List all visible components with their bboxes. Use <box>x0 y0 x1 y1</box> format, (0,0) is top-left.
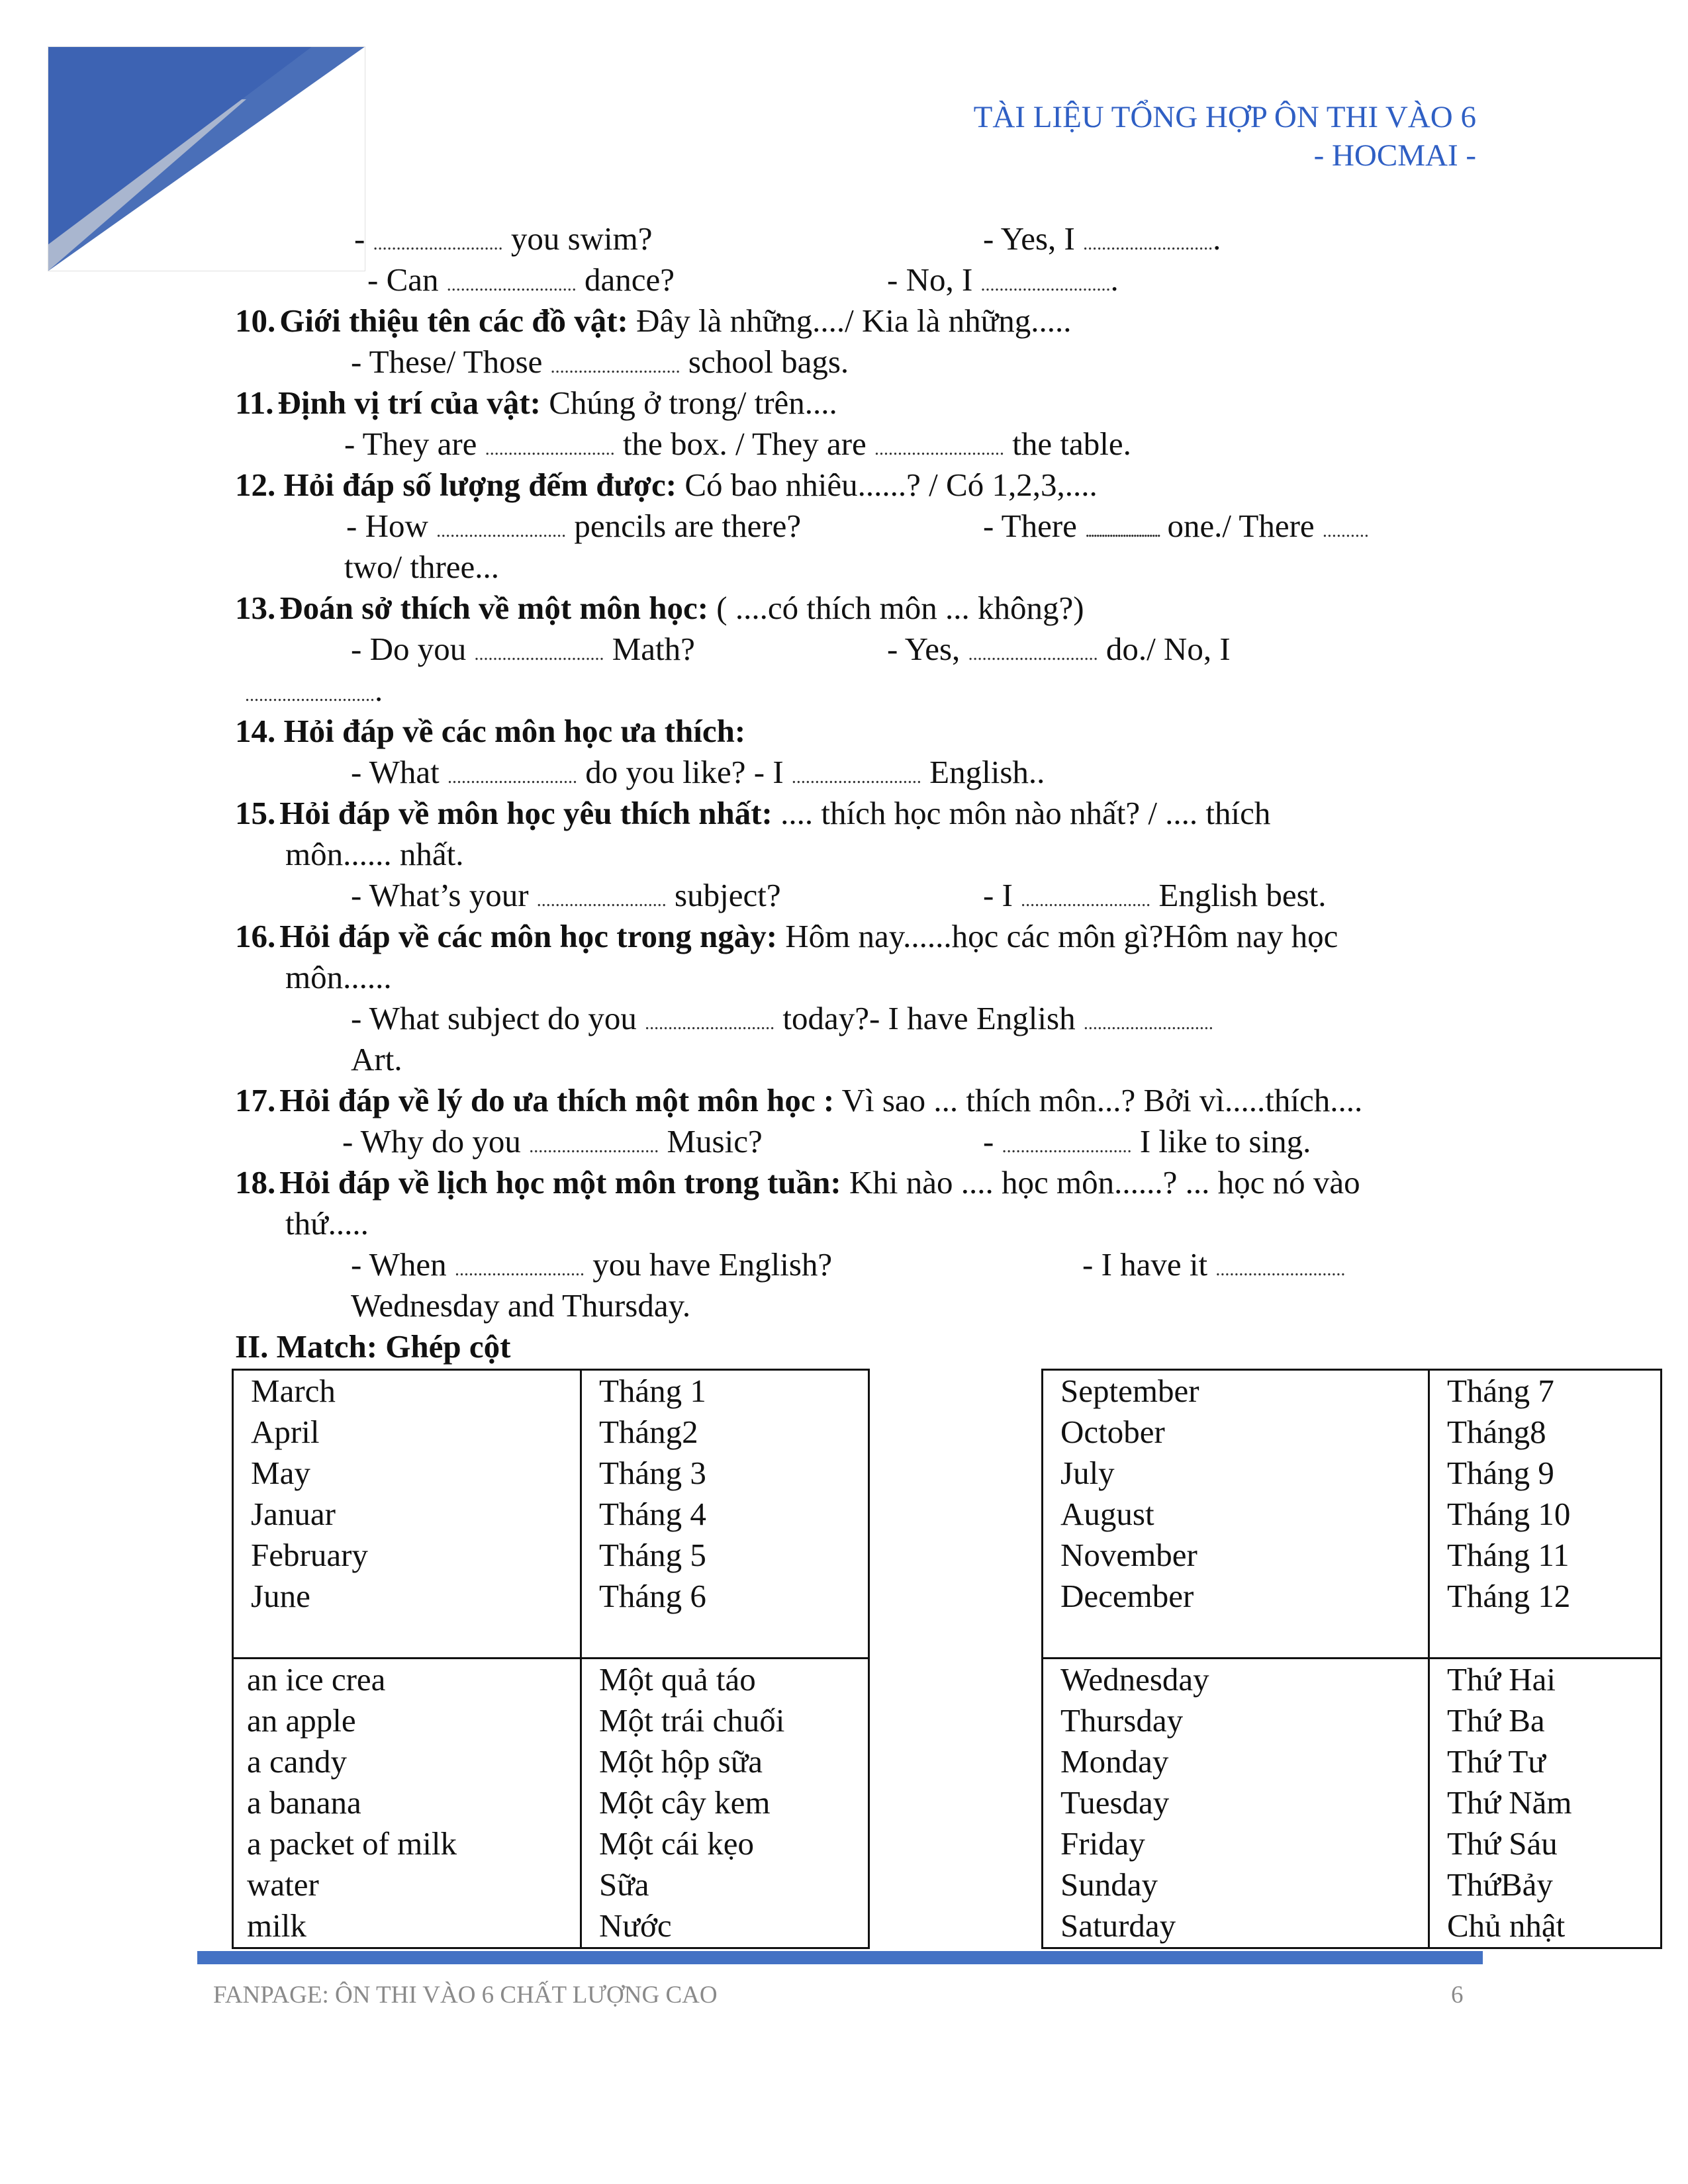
cell-months-en-left: March April May Januar February June <box>233 1370 581 1659</box>
section-18-line-2: Wednesday and Thursday. <box>351 1287 691 1324</box>
cell-days-en: Wednesday Thursday Monday Tuesday Friday Sunday Saturday <box>1043 1659 1429 1948</box>
cell-months-en-right: September October July August November December <box>1043 1370 1429 1659</box>
section-16-cont: môn...... <box>285 959 392 995</box>
section-18-cont: thứ..... <box>285 1205 369 1242</box>
match-table-right <box>1041 1369 1662 1949</box>
section-16-heading: 16. Hỏi đáp về các môn học trong ngày: Hôm nay......học các môn gì?Hôm nay học <box>235 918 1338 954</box>
section-12-line: - How ............................ pencils are there? - There ............................ one./ There .......... <box>346 508 1369 544</box>
section-12-line-2: two/ three... <box>344 549 500 585</box>
section-12-heading: 12. Hỏi đáp số lượng đếm được: Có bao nhiêu......? / Có 1,2,3,.... <box>235 467 1098 503</box>
section-10-line: - These/ Those ............................ school bags. <box>351 343 849 380</box>
line-1: - ............................ you swim? - Yes, I ............................. <box>235 218 1506 259</box>
exercise-content <box>235 218 1506 1367</box>
cell-food-vi: Một quả táo Một trái chuối Một hộp sữa Một cây kem Một cái kẹo Sữa Nước <box>581 1659 869 1948</box>
section-14-heading: 14. Hỏi đáp về các môn học ưa thích: <box>235 713 746 749</box>
footer-text: FANPAGE: ÔN THI VÀO 6 CHẤT LƯỢNG CAO <box>213 1981 718 2009</box>
footer-bar <box>197 1951 1483 1964</box>
header-subtitle: - HOCMAI - <box>1313 138 1476 173</box>
cell-food-en: an ice crea an apple a candy a banana a packet of milk water milk <box>233 1659 581 1948</box>
blank: ............................ <box>446 275 577 295</box>
section-17-line: - Why do you ............................ Music? - ............................ I like to sing. <box>342 1123 1311 1160</box>
section-16-line: - What subject do you ............................ today?- I have English ............................ <box>351 1000 1213 1036</box>
section-13-heading: 13. Đoán sở thích về một môn học: ( ....có thích môn ... không?) <box>235 590 1084 626</box>
blank: ............................ <box>980 275 1111 295</box>
section-11-line: - They are ............................ the box. / They are ............................ the table. <box>344 426 1131 462</box>
match-table-left <box>232 1369 870 1949</box>
cell-months-vi-right: Tháng 7 Tháng8 Tháng 9 Tháng 10 Tháng 11 Tháng 12 <box>1429 1370 1662 1659</box>
header-title: TÀI LIỆU TỔNG HỢP ÔN THI VÀO 6 <box>973 100 1476 134</box>
section-15-line: - What’s your ............................ subject? - I ............................ English best. <box>351 877 1327 913</box>
section-15-heading: 15. Hỏi đáp về môn học yêu thích nhất: .... thích học môn nào nhất? / .... thích <box>235 795 1271 831</box>
section-13-line-2: ............................. <box>245 672 383 708</box>
cell-months-vi-left: Tháng 1 Tháng2 Tháng 3 Tháng 4 Tháng 5 Tháng 6 <box>581 1370 869 1659</box>
section-15-cont: môn...... nhất. <box>285 836 464 872</box>
section-13-line: - Do you ............................ Math? - Yes, ............................ do./ No, I <box>351 631 1231 667</box>
page-number: 6 <box>1451 1981 1464 2009</box>
blank: ............................ <box>373 234 503 254</box>
blank: ............................ <box>1083 234 1213 254</box>
line-2: - Can ............................ dance? - No, I ............................. <box>235 259 1506 300</box>
section-18-line: - When ............................ you have English? - I have it ............................ <box>351 1246 1346 1283</box>
cell-days-vi: Thứ Hai Thứ Ba Thứ Tư Thứ Năm Thứ Sáu ThứBảy Chủ nhật <box>1429 1659 1662 1948</box>
match-heading: II. Match: Ghép cột <box>235 1328 511 1365</box>
section-16-line-2: Art. <box>351 1041 402 1077</box>
section-18-heading: 18. Hỏi đáp về lịch học một môn trong tuần: Khi nào .... học môn......? ... học nó vào <box>235 1164 1360 1201</box>
section-11-heading: 11. Định vị trí của vật: Chúng ở trong/ trên.... <box>235 385 837 421</box>
section-17-heading: 17. Hỏi đáp về lý do ưa thích một môn học : Vì sao ... thích môn...? Bởi vì.....thích.... <box>235 1082 1363 1118</box>
section-14-line: - What ............................ do you like? - I ............................ English.. <box>351 754 1045 790</box>
section-10-heading: 10. Giới thiệu tên các đồ vật: Đây là những..../ Kia là những..... <box>235 302 1072 339</box>
